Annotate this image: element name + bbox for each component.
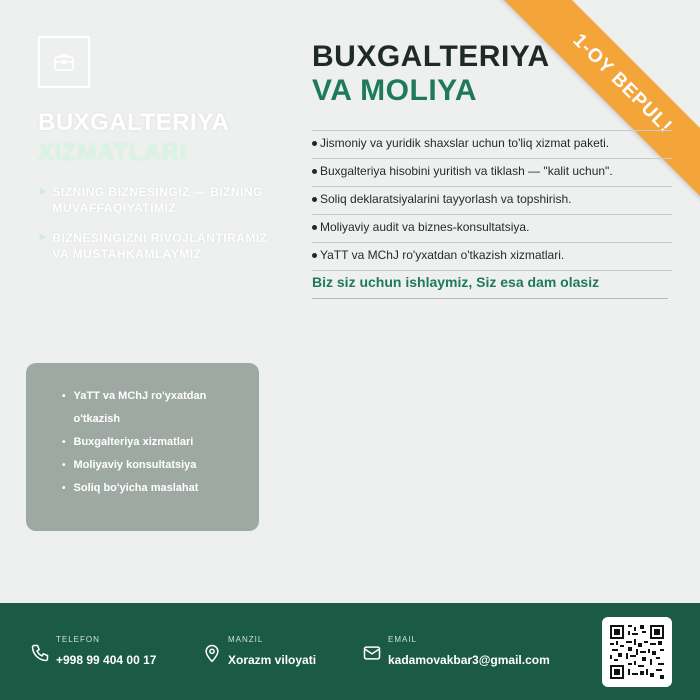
email-label: EMAIL <box>388 635 418 644</box>
card-item-text: Buxgalteriya xizmatlari <box>73 436 194 448</box>
service-item <box>312 159 672 187</box>
left-title-line1: BUXGALTERIYA <box>38 109 230 136</box>
bullet-dot-icon: • <box>62 391 66 402</box>
service-text: Soliq deklaratsiyalarini tayyorlash va topshirish. <box>320 192 572 206</box>
address-label: MANZIL <box>228 635 264 644</box>
email-value[interactable]: kadamovakbar3@gmail.com <box>388 653 550 667</box>
card-item-text: o'tkazish <box>73 413 121 425</box>
phone-icon <box>30 643 50 663</box>
bullet-dot-icon <box>312 141 317 146</box>
address-value: Xorazm viloyati <box>228 653 317 667</box>
card-item <box>62 477 259 500</box>
card-item-text: Soliq bo'yicha maslahat <box>73 482 199 494</box>
footer <box>0 603 700 700</box>
service-text: YaTT va MChJ ro'yxatdan o'tkazish xizmatlari. <box>320 248 565 262</box>
card-item-continuation <box>62 408 259 431</box>
footer-phone <box>30 635 156 669</box>
left-bullet-list <box>38 184 278 276</box>
phone-label: TELEFON <box>56 635 100 644</box>
bullet-dot-icon <box>312 197 317 202</box>
qr-code[interactable] <box>602 617 672 687</box>
left-bullet <box>38 230 278 262</box>
left-bullet-text: BIZNESINGIZNI RIVOJLANTIRAMIZ VA MUSTAHKAMLAYMIZ <box>52 231 268 261</box>
tagline-divider <box>312 298 668 299</box>
card-item-text: YaTT va MChJ ro'yxatdan <box>73 390 207 402</box>
briefcase-icon <box>52 50 76 74</box>
service-item <box>312 215 672 243</box>
card-item <box>62 385 259 408</box>
service-text: Jismoniy va yuridik shaxslar uchun to'liq xizmat paketi. <box>320 136 610 150</box>
bullet-dot-icon <box>312 225 317 230</box>
service-text: Buxgalteriya hisobini yuritish va tiklash — "kalit uchun". <box>320 164 613 178</box>
left-title <box>38 108 229 168</box>
card-item-text: Moliyaviy konsultatsiya <box>73 459 197 471</box>
left-bullet-text: SIZNING BIZNESINGIZ — BIZNING MUVAFFAQIYATIMIZ <box>52 185 263 215</box>
service-item <box>312 187 672 215</box>
service-list <box>312 130 672 271</box>
bullet-dot-icon: • <box>62 483 66 494</box>
card-item <box>62 431 259 454</box>
arrow-icon: ► <box>38 186 49 197</box>
phone-value[interactable]: +998 99 404 00 17 <box>56 653 157 667</box>
briefcase-icon-box <box>38 36 90 88</box>
left-title-line2: XIZMATLARI <box>38 139 187 166</box>
bullet-dot-icon <box>312 169 317 174</box>
service-item <box>312 131 672 159</box>
arrow-icon: ► <box>38 232 49 243</box>
tagline: Biz siz uchun ishlaymiz, Siz esa dam olasiz <box>312 274 600 290</box>
title-line2: VA MOLIYA <box>312 74 478 107</box>
bullet-dot-icon: • <box>62 460 66 471</box>
footer-email <box>362 635 550 669</box>
mail-icon <box>362 643 382 663</box>
service-item <box>312 243 672 271</box>
left-bullet <box>38 184 278 216</box>
bullet-dot-icon <box>312 253 317 258</box>
location-pin-icon <box>202 643 222 663</box>
footer-address <box>202 635 316 669</box>
services-card <box>26 363 259 531</box>
service-text: Moliyaviy audit va biznes-konsultatsiya. <box>320 220 530 234</box>
card-item <box>62 454 259 477</box>
title-line1: BUXGALTERIYA <box>312 40 550 73</box>
bullet-dot-icon: • <box>62 437 66 448</box>
promo-ribbon-text: 1-OY BEPUL! <box>568 29 677 138</box>
qr-code-icon <box>610 625 664 679</box>
